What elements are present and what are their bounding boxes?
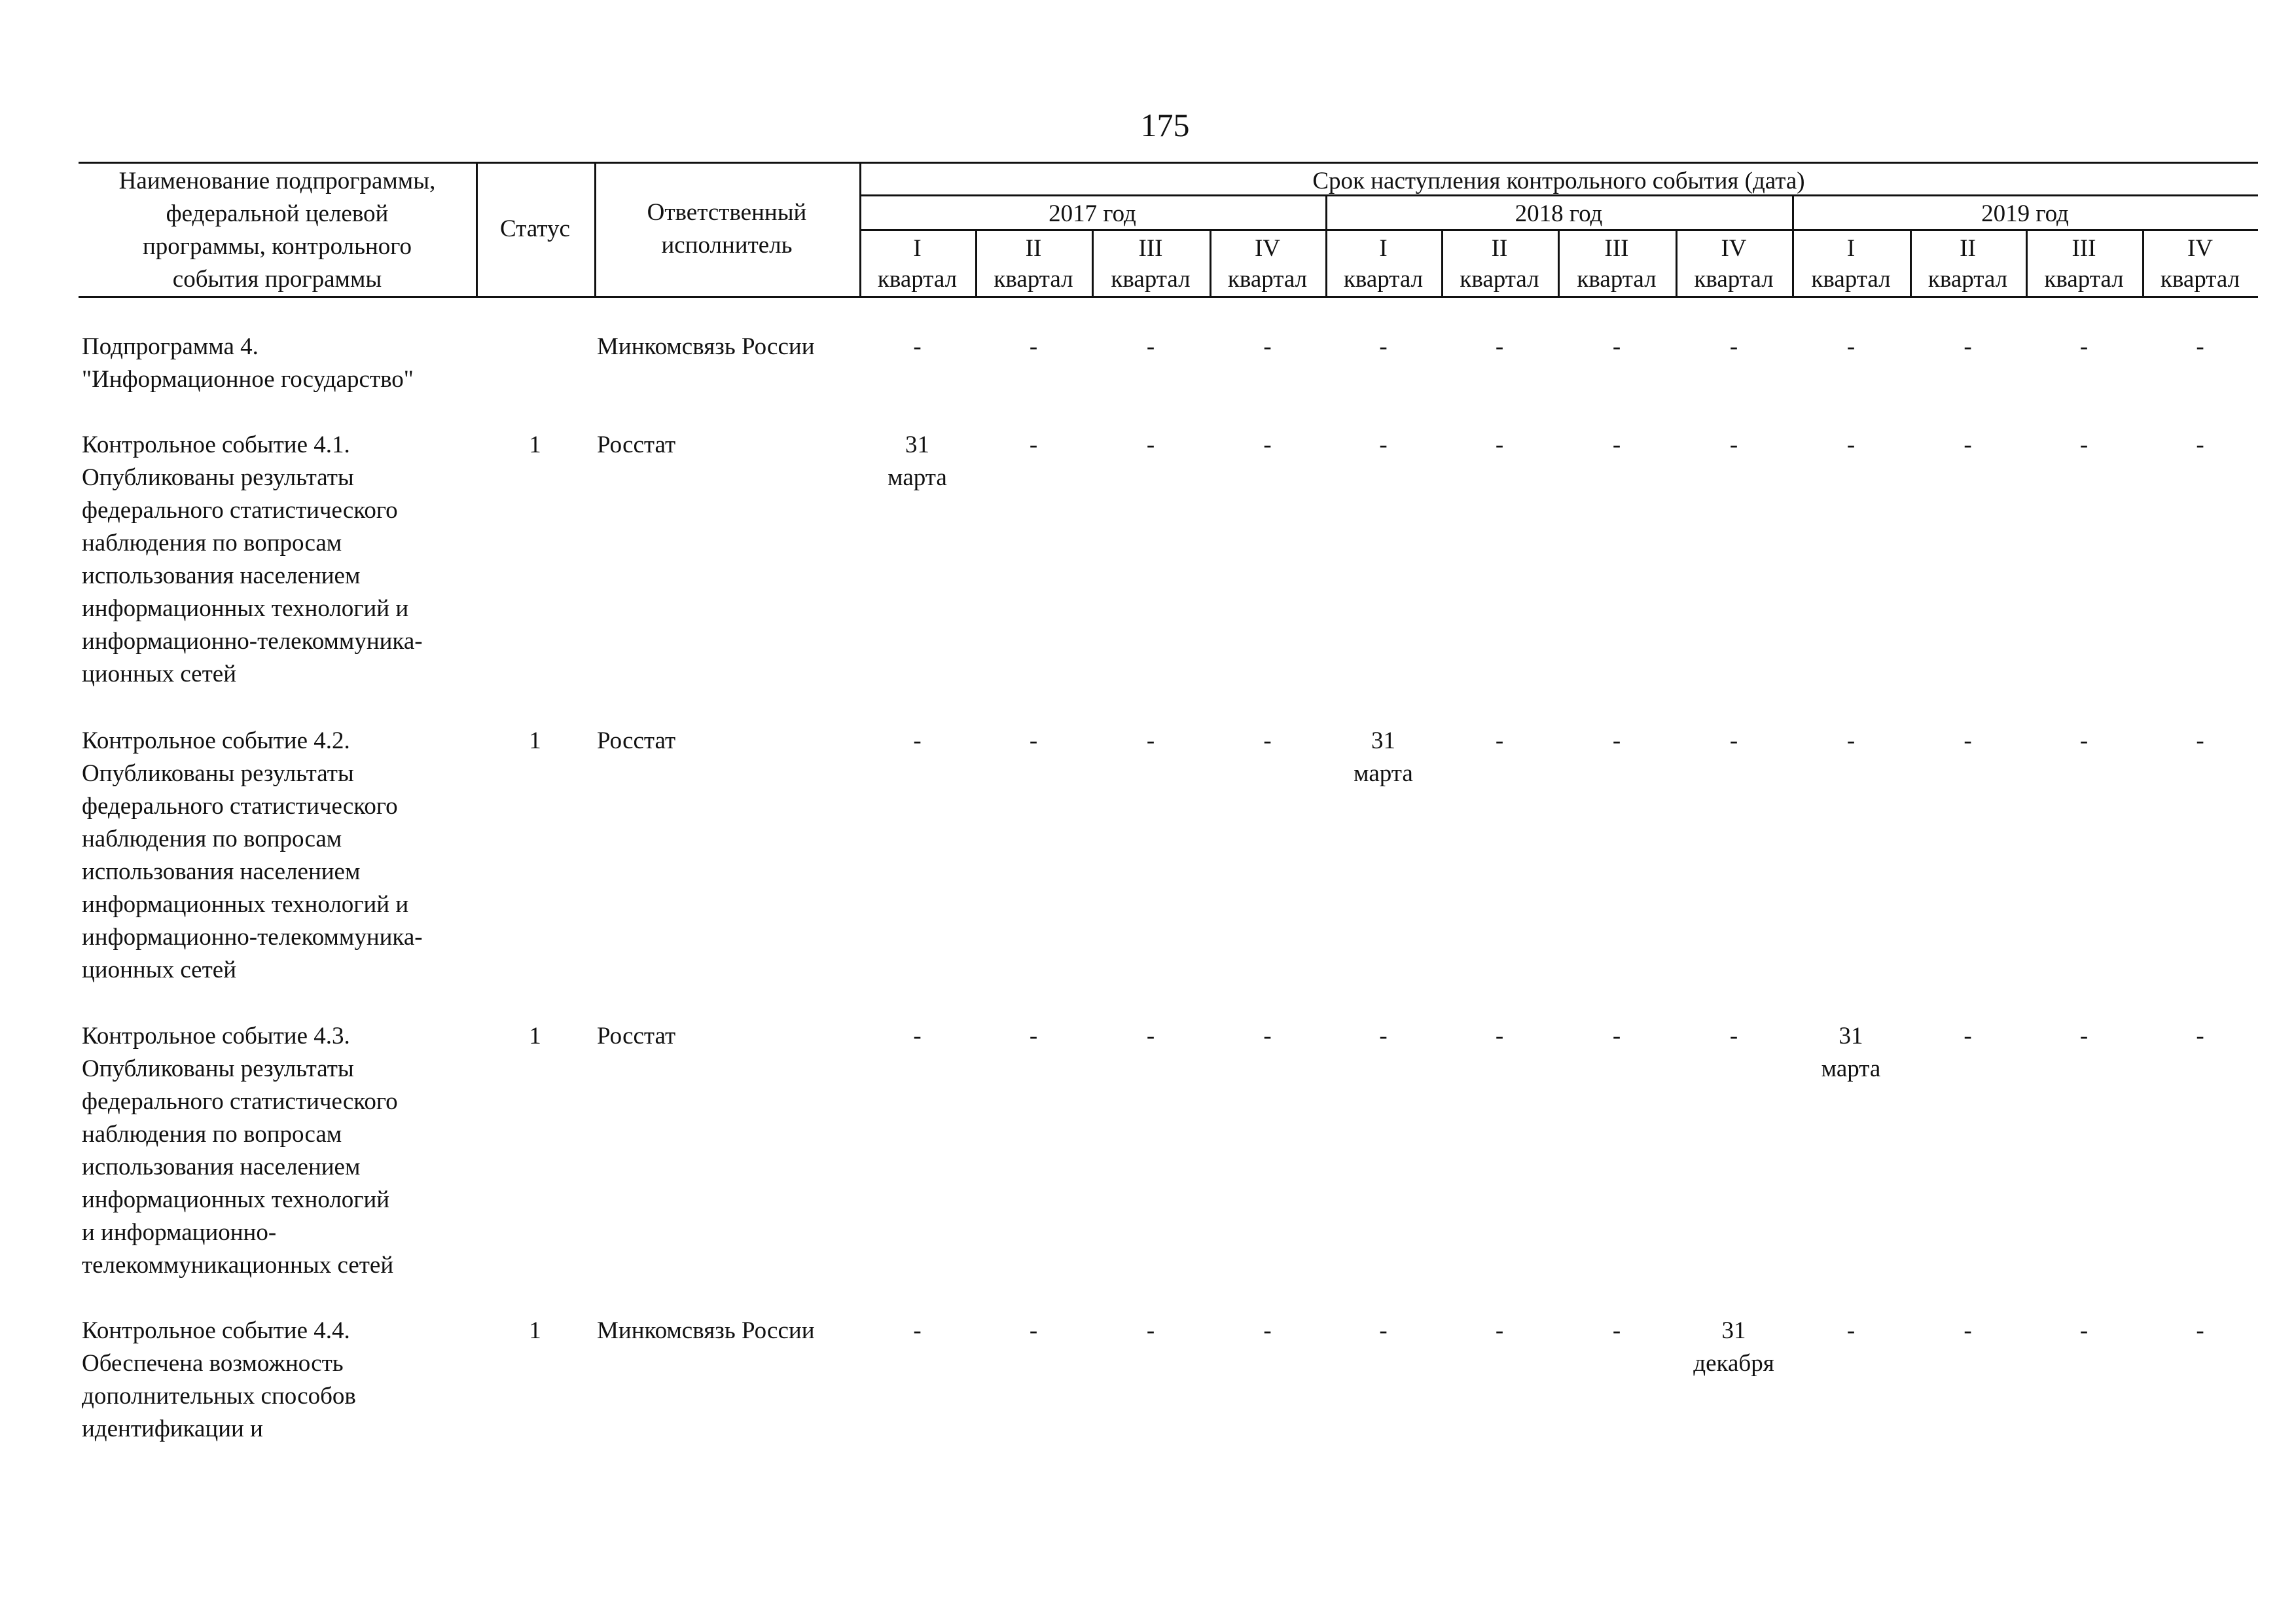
quarter-label: квартал bbox=[1227, 266, 1308, 293]
empty-dash: - bbox=[913, 1317, 922, 1344]
header-bottom-border bbox=[79, 296, 2258, 298]
empty-dash: - bbox=[1263, 431, 1272, 458]
quarter-number: II bbox=[1491, 235, 1508, 262]
empty-dash: - bbox=[1495, 1317, 1504, 1344]
empty-dash: - bbox=[1379, 1023, 1388, 1049]
empty-dash: - bbox=[1146, 1023, 1155, 1049]
row-name-line: федерального статистического bbox=[82, 497, 398, 524]
row-responsible: Росстат bbox=[597, 431, 676, 458]
row-responsible: Минкомсвязь России bbox=[597, 333, 815, 360]
empty-dash: - bbox=[1146, 333, 1155, 360]
quarter-number: II bbox=[1025, 235, 1042, 262]
empty-dash: - bbox=[1612, 431, 1621, 458]
empty-dash: - bbox=[1846, 727, 1856, 754]
name-column-header: Наименование подпрограммы, bbox=[118, 168, 436, 194]
quarter-label: квартал bbox=[994, 266, 1073, 293]
quarter-number: III bbox=[1138, 235, 1163, 262]
quarter-label: квартал bbox=[1111, 266, 1191, 293]
empty-dash: - bbox=[1612, 1023, 1621, 1049]
row-name-line: использования населением bbox=[82, 1154, 361, 1180]
row-name-line: информационно-телекоммуника- bbox=[82, 924, 423, 951]
status-column-header: Статус bbox=[500, 215, 570, 242]
quarter-number: I bbox=[1379, 235, 1388, 262]
quarter-label: квартал bbox=[1343, 266, 1424, 293]
empty-dash: - bbox=[1029, 333, 1038, 360]
name-column-header: федеральной целевой bbox=[166, 200, 389, 227]
row-responsible: Росстат bbox=[597, 1023, 676, 1049]
deadline-date: марта bbox=[1821, 1055, 1881, 1082]
row-name-line: Контрольное событие 4.1. bbox=[82, 431, 350, 458]
responsible-column-header: исполнитель bbox=[661, 232, 793, 259]
row-name-line: наблюдения по вопросам bbox=[82, 530, 342, 556]
row-name-line: Контрольное событие 4.4. bbox=[82, 1317, 350, 1344]
quarter-number: I bbox=[913, 235, 922, 262]
empty-dash: - bbox=[1495, 333, 1504, 360]
empty-dash: - bbox=[2079, 431, 2089, 458]
empty-dash: - bbox=[1729, 727, 1738, 754]
row-name-line: дополнительных способов bbox=[82, 1383, 356, 1410]
quarter-label: квартал bbox=[1694, 266, 1774, 293]
empty-dash: - bbox=[1612, 333, 1621, 360]
quarter-label: квартал bbox=[2044, 266, 2124, 293]
empty-dash: - bbox=[1263, 1023, 1272, 1049]
quarter-number: III bbox=[2072, 235, 2096, 262]
year-header: 2018 год bbox=[1515, 200, 1603, 227]
quarter-label: квартал bbox=[1811, 266, 1891, 293]
empty-dash: - bbox=[1729, 431, 1738, 458]
deadline-date: марта bbox=[888, 464, 947, 491]
quarter-label: квартал bbox=[1577, 266, 1657, 293]
empty-dash: - bbox=[1846, 333, 1856, 360]
empty-dash: - bbox=[2196, 1317, 2204, 1344]
deadline-date: 31 bbox=[1721, 1317, 1746, 1344]
row-status: 1 bbox=[529, 727, 541, 754]
quarter-number: IV bbox=[2187, 235, 2214, 262]
empty-dash: - bbox=[1379, 431, 1388, 458]
row-responsible: Росстат bbox=[597, 727, 676, 754]
row-status: 1 bbox=[529, 1023, 541, 1049]
empty-dash: - bbox=[2079, 1317, 2089, 1344]
quarter-label: квартал bbox=[2160, 266, 2240, 293]
deadline-date: 31 bbox=[1839, 1023, 1863, 1049]
quarter-label: квартал bbox=[877, 266, 958, 293]
empty-dash: - bbox=[1729, 333, 1738, 360]
row-name-line: ционных сетей bbox=[82, 957, 237, 983]
empty-dash: - bbox=[1964, 727, 1972, 754]
empty-dash: - bbox=[1964, 431, 1972, 458]
responsible-column-header: Ответственный bbox=[647, 199, 807, 226]
row-name-line: наблюдения по вопросам bbox=[82, 826, 342, 852]
empty-dash: - bbox=[1146, 727, 1155, 754]
row-name-line: Опубликованы результаты bbox=[82, 464, 354, 491]
year-header: 2017 год bbox=[1049, 200, 1136, 227]
quarter-number: III bbox=[1604, 235, 1629, 262]
row-name-line: информационно-телекоммуника- bbox=[82, 628, 423, 655]
empty-dash: - bbox=[1964, 1317, 1972, 1344]
empty-dash: - bbox=[1146, 431, 1155, 458]
quarter-number: IV bbox=[1721, 235, 1747, 262]
row-status: 1 bbox=[529, 431, 541, 458]
deadline-date: марта bbox=[1354, 760, 1413, 787]
empty-dash: - bbox=[1964, 1023, 1972, 1049]
deadline-date: 31 bbox=[905, 431, 929, 458]
empty-dash: - bbox=[1263, 1317, 1272, 1344]
row-name-line: федерального статистического bbox=[82, 1088, 398, 1115]
row-name-line: информационных технологий bbox=[82, 1186, 390, 1213]
empty-dash: - bbox=[1964, 333, 1972, 360]
row-name-line: Подпрограмма 4. bbox=[82, 333, 259, 360]
empty-dash: - bbox=[1846, 431, 1856, 458]
empty-dash: - bbox=[2196, 1023, 2204, 1049]
row-name-line: использования населением bbox=[82, 858, 361, 885]
empty-dash: - bbox=[2196, 727, 2204, 754]
year-header: 2019 год bbox=[1981, 200, 2069, 227]
empty-dash: - bbox=[1146, 1317, 1155, 1344]
empty-dash: - bbox=[1846, 1317, 1856, 1344]
empty-dash: - bbox=[2196, 431, 2204, 458]
row-name-line: информационных технологий и bbox=[82, 595, 409, 622]
empty-dash: - bbox=[1263, 333, 1272, 360]
row-responsible: Минкомсвязь России bbox=[597, 1317, 815, 1344]
quarter-label: квартал bbox=[1460, 266, 1539, 293]
row-name-line: ционных сетей bbox=[82, 661, 237, 687]
empty-dash: - bbox=[913, 1023, 922, 1049]
deadline-date: декабря bbox=[1693, 1350, 1774, 1377]
row-status: 1 bbox=[529, 1317, 541, 1344]
empty-dash: - bbox=[1495, 1023, 1504, 1049]
quarter-number: IV bbox=[1254, 235, 1281, 262]
empty-dash: - bbox=[1029, 1023, 1038, 1049]
header-top-border bbox=[79, 162, 2258, 164]
empty-dash: - bbox=[2079, 333, 2089, 360]
empty-dash: - bbox=[2196, 333, 2204, 360]
row-name-line: телекоммуникационных сетей bbox=[82, 1252, 394, 1279]
name-column-header: события программы bbox=[172, 266, 382, 293]
row-name-line: использования населением bbox=[82, 562, 361, 589]
deadline-date: 31 bbox=[1371, 727, 1395, 754]
row-name-line: "Информационное государство" bbox=[82, 366, 414, 393]
quarter-label: квартал bbox=[1928, 266, 2008, 293]
empty-dash: - bbox=[1029, 431, 1038, 458]
row-name-line: наблюдения по вопросам bbox=[82, 1121, 342, 1148]
quarter-number: I bbox=[1846, 235, 1856, 262]
name-column-header: программы, контрольного bbox=[142, 233, 412, 260]
empty-dash: - bbox=[1379, 1317, 1388, 1344]
empty-dash: - bbox=[1495, 727, 1504, 754]
deadline-header: Срок наступления контрольного события (дата) bbox=[1312, 168, 1805, 194]
quarter-number: II bbox=[1960, 235, 1976, 262]
empty-dash: - bbox=[913, 727, 922, 754]
row-name-line: Контрольное событие 4.2. bbox=[82, 727, 350, 754]
row-name-line: Обеспечена возможность bbox=[82, 1350, 344, 1377]
row-name-line: информационных технологий и bbox=[82, 891, 409, 918]
empty-dash: - bbox=[1729, 1023, 1738, 1049]
empty-dash: - bbox=[1029, 1317, 1038, 1344]
row-name-line: Опубликованы результаты bbox=[82, 760, 354, 787]
empty-dash: - bbox=[1612, 727, 1621, 754]
empty-dash: - bbox=[2079, 727, 2089, 754]
row-name-line: Контрольное событие 4.3. bbox=[82, 1023, 350, 1049]
row-name-line: Опубликованы результаты bbox=[82, 1055, 354, 1082]
page-number: 175 bbox=[1140, 107, 1190, 143]
empty-dash: - bbox=[1263, 727, 1272, 754]
empty-dash: - bbox=[2079, 1023, 2089, 1049]
row-name-line: идентификации и bbox=[82, 1415, 263, 1442]
row-name-line: и информационно- bbox=[82, 1219, 277, 1246]
empty-dash: - bbox=[1379, 333, 1388, 360]
empty-dash: - bbox=[1029, 727, 1038, 754]
row-name-line: федерального статистического bbox=[82, 793, 398, 820]
empty-dash: - bbox=[1495, 431, 1504, 458]
empty-dash: - bbox=[913, 333, 922, 360]
empty-dash: - bbox=[1612, 1317, 1621, 1344]
